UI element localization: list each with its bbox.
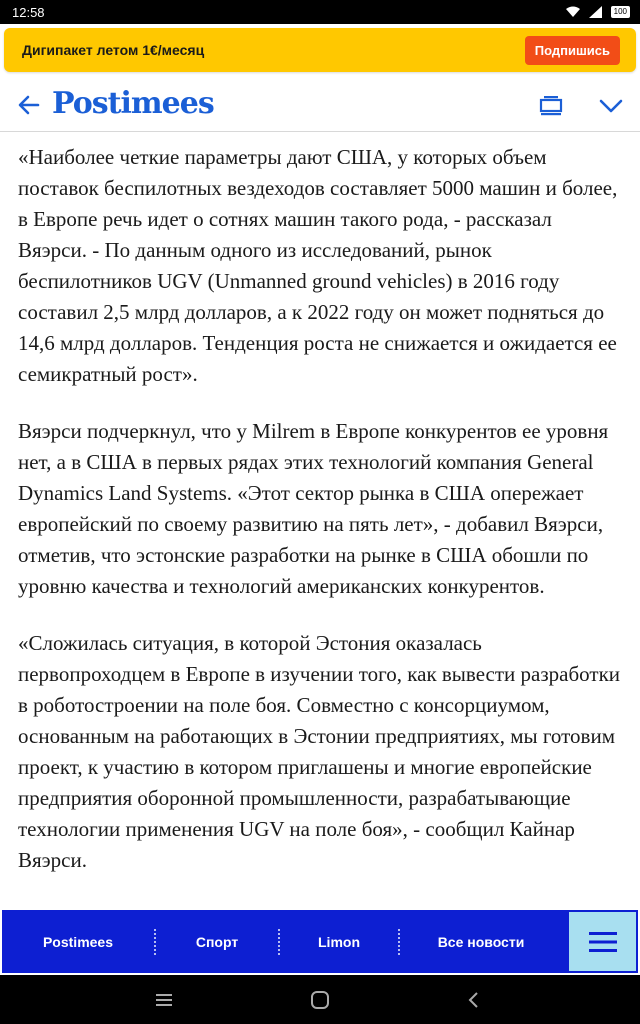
article-body [18, 142, 624, 910]
nav-item-all-news[interactable]: Все новости [437, 933, 525, 950]
status-bar [0, 0, 640, 24]
article-paragraph: «Наиболее четкие параметры дают США, у которых объем поставок беспилотных вездеходов составляет 5000 машин и более, в Европе речь идет о сотнях машин такого рода, - рассказал Вяэрси. - По данным одного из исследований, рынок беспилотников UGV (Unmanned ground vehicles) в 2016 году составил 2,5 млрд долларов, а к 2022 году он может подняться до 14,6 млрд долларов. Тенденция роста не снижается и ожидается ее семикратный рост». [18, 145, 618, 386]
home-icon[interactable] [309, 989, 331, 1011]
chevron-down-icon[interactable] [598, 93, 624, 119]
subscribe-button[interactable]: Подпишись [525, 36, 620, 65]
battery-icon: 100 [611, 6, 630, 18]
nav-item-sport[interactable]: Спорт [195, 933, 239, 950]
site-logo[interactable]: Postimees [52, 86, 214, 121]
promo-banner[interactable] [4, 28, 636, 72]
promo-banner-area [0, 24, 640, 80]
system-navigation-bar [0, 975, 640, 1024]
app-header [0, 80, 640, 132]
menu-button[interactable] [569, 912, 636, 971]
status-icons [565, 6, 630, 18]
status-time: 12:58 [12, 4, 45, 20]
article-paragraph: «Сложилась ситуация, в которой Эстония оказалась первопроходцем в Европе в изучении того, как вывести разработки в роботостроении на поле боя. Совместно с консорциумом, основанным на работающих в Эстонии предприятиях, мы готовим проект, к участию в котором приглашены и многие европейские предприятия оборонной промышленности, разрабатывающие технологии применения UGV на поле боя», - сообщил Кайнар Вяэрси. [18, 631, 621, 872]
back-icon[interactable] [466, 991, 480, 1009]
promo-text: Дигипакет летом 1€/месяц [22, 42, 205, 58]
signal-icon [589, 6, 603, 18]
hamburger-menu-icon [589, 931, 617, 953]
read-mode-icon[interactable] [538, 92, 564, 118]
arrow-left-icon[interactable] [16, 92, 42, 118]
wifi-icon [565, 6, 581, 18]
article-paragraph: Вяэрси подчеркнул, что у Milrem в Европе конкурентов ее уровня нет, а в США в первых рядах этих технологий компания General Dynamics Land Systems. «Этот сектор рынка в США опережает европейский по своему развитию на пять лет», - добавил Вяэрси, отметив, что эстонские разработки на рынке в США обошли по уровню качества и технологий американских конкурентов. [18, 419, 609, 598]
nav-item-postimees[interactable]: Postimees [42, 933, 114, 950]
nav-item-limon[interactable]: Limon [318, 933, 360, 950]
recent-apps-icon[interactable] [155, 992, 173, 1008]
bottom-navigation [2, 910, 638, 973]
